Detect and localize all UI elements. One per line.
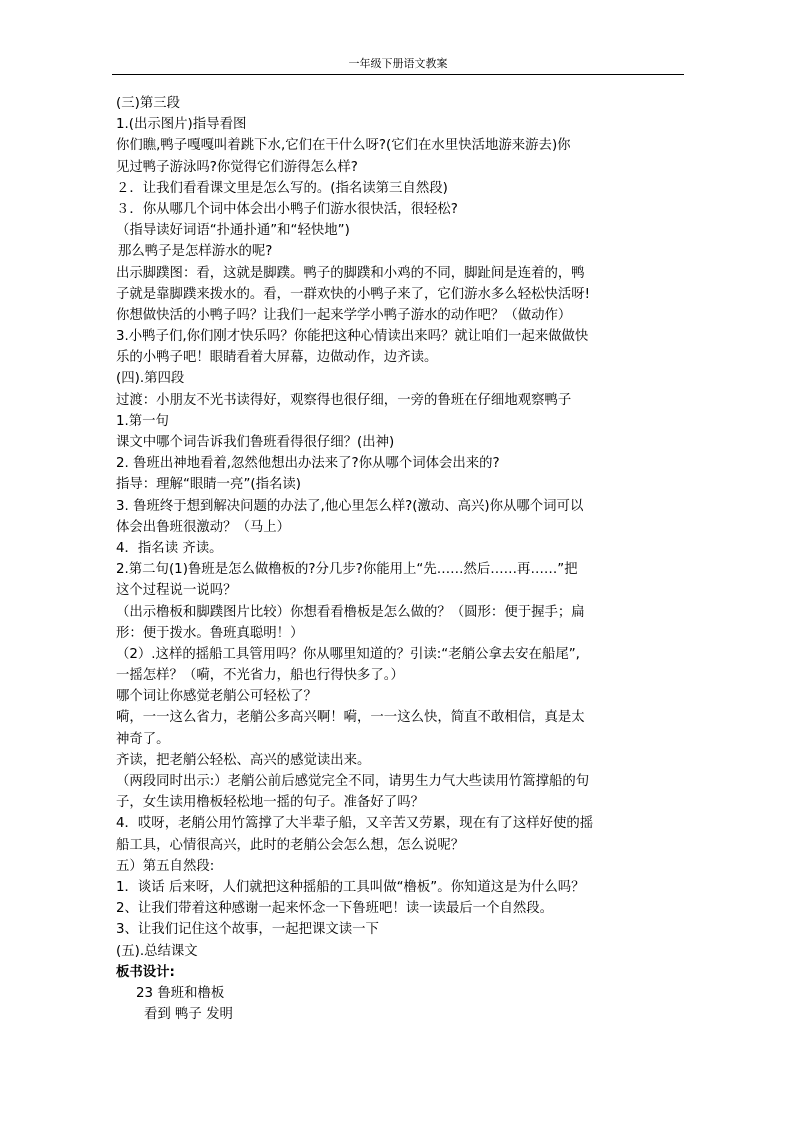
text-line: ２．让我们看看课文里是怎么写的。(指名读第三自然段) (116, 180, 448, 196)
text-line: 1.(出示图片)指导看图 (116, 117, 247, 133)
text-line: （指导读好词语“扑通扑通”和“轻快地”) (116, 223, 350, 239)
board-design-keywords: 看到 鸭子 发明 (144, 1007, 233, 1023)
text-line: 3. 鲁班终于想到解决问题的办法了,他心里怎么样?(激动、高兴)你从哪个词可以 (116, 498, 584, 514)
text-line: 子就是靠脚蹼来拨水的。看，一群欢快的小鸭子来了，它们游水多么轻松快活呀! (116, 286, 591, 302)
text-line: 哪个词让你感觉老艄公可轻松了？ (116, 689, 317, 705)
text-line: 船工具，心情很高兴，此时的老艄公会怎么想，怎么说呢？ (116, 837, 465, 853)
text-line: 嗬，一一这么省力，老艄公多高兴啊！嗬，一一这么快，简直不敢相信，真是太 (116, 710, 585, 726)
text-line: 子，女生读用橹板轻松地一摇的句子。准备好了吗？ (116, 795, 424, 811)
text-line: 乐的小鸭子吧！眼睛看着大屏幕，边做动作，边齐读。 (116, 350, 438, 366)
text-line: 你们瞧,鸭子嘎嘎叫着跳下水,它们在干什么呀?(它们在水里快活地游来游去)你 (116, 138, 571, 154)
board-design-title: 23 鲁班和橹板 (136, 985, 225, 1001)
text-line: 3.小鸭子们,你们刚才快乐吗？你能把这种心情读出来吗？就让咱们一起来做做快 (116, 329, 589, 345)
text-line: 一摇怎样？（嗬，不光省力，船也行得快多了。） (116, 668, 404, 684)
text-line: （两段同时出示:）老艄公前后感觉完全不同，请男生力气大些读用竹篙撑船的句 (116, 774, 590, 789)
text-line: 那么鸭子是怎样游水的呢? (118, 244, 273, 260)
text-line: ３．你从哪几个词中体会出小鸭子们游水很快活，很轻松? (116, 201, 458, 217)
text-line: 出示脚蹼图：看，这就是脚蹼。鸭子的脚蹼和小鸡的不同，脚趾间是连着的，鸭 (116, 265, 585, 281)
text-line: 课文中哪个词告诉我们鲁班看得很仔细？(出神) (116, 435, 395, 450)
text-line: 2.第二句(1)鲁班是怎么做橹板的?分几步?你能用上“先……然后……再……”把 (116, 562, 578, 578)
section-heading: (五).总结课文 (116, 943, 198, 959)
text-line: 2、让我们带着这种感谢一起来怀念一下鲁班吧！读一读最后一个自然段。 (116, 901, 554, 917)
text-line: （出示橹板和脚蹼图片比较）你想看看橹板是怎么做的？（圆形：便于握手；扁 (116, 604, 585, 620)
lesson-plan-body (116, 93, 688, 1025)
text-line: 神奇了。 (116, 731, 170, 747)
section-heading: (四).第四段 (116, 371, 185, 387)
text-line: 过渡：小朋友不光书读得好，观察得也很仔细，一旁的鲁班在仔细地观察鸭子 (116, 392, 572, 408)
text-line: 2. 鲁班出神地看着,忽然他想出办法来了?你从哪个词体会出来的? (116, 456, 500, 472)
text-line: 4．指名读 齐读。 (116, 540, 223, 556)
text-line: 你想做快活的小鸭子吗？让我们一起来学学小鸭子游水的动作吧？（做动作） (116, 307, 572, 323)
text-line: 指导：理解“眼睛一亮”(指名读) (116, 477, 302, 493)
text-line: 见过鸭子游泳吗?你觉得它们游得怎么样? (116, 159, 358, 175)
text-line: 4．哎呀，老艄公用竹篙撑了大半辈子船，又辛苦又劳累，现在有了这样好使的摇 (116, 816, 594, 832)
text-line: 这个过程说一说吗？ (116, 583, 237, 599)
section-heading: 五）第五自然段: (116, 858, 215, 874)
text-line: 体会出鲁班很激动？（马上） (116, 519, 291, 535)
text-line: 1．谈话 后来呀，人们就把这种摇船的工具叫做“橹板”。你知道这是为什么吗？ (116, 879, 585, 895)
section-heading: (三)第三段 (116, 96, 181, 111)
text-line: 1.第一句 (116, 413, 169, 429)
board-design-heading: 板书设计: (116, 964, 175, 980)
text-line: （2）.这样的摇船工具管用吗？你从哪里知道的？引读:“老艄公拿去安在船尾”, (116, 646, 580, 662)
header-title: 一年级下册语文教案 (348, 57, 448, 70)
text-line: 3、让我们记住这个故事，一起把课文读一下 (116, 922, 379, 938)
text-line: 形：便于拨水。鲁班真聪明！） (116, 625, 304, 641)
text-line: 齐读，把老艄公轻松、高兴的感觉读出来。 (116, 752, 371, 768)
page-header (112, 54, 684, 75)
